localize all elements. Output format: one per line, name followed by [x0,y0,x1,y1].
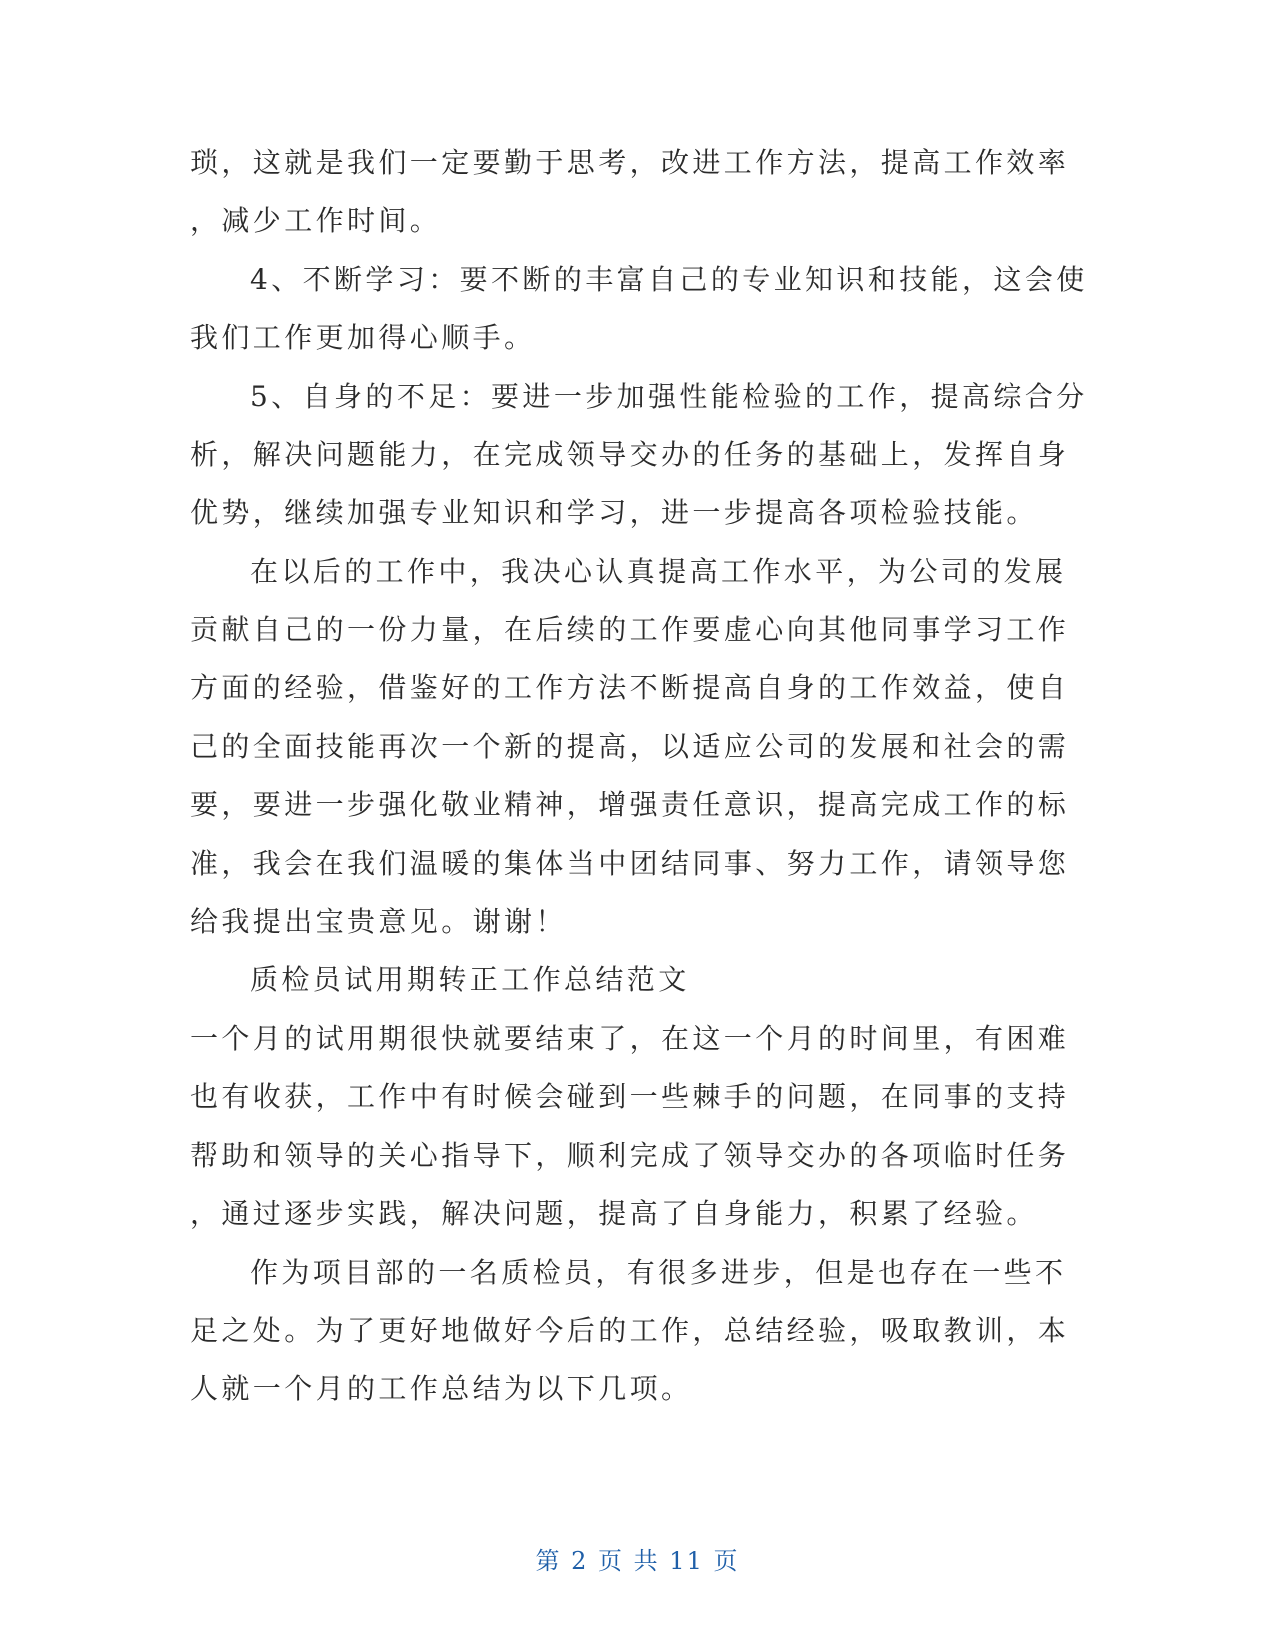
text-line: 琐，这就是我们一定要勤于思考，改进工作方法，提高工作效率 [190,146,1070,179]
paragraph-start-line: 作为项目部的一名质检员，有很多进步，但是也存在一些不 [250,1256,1067,1289]
paragraph-start-line: 4、不断学习：要不断的丰富自己的专业知识和技能，这会使 [250,263,1088,296]
text-line: 方面的经验，借鉴好的工作方法不断提高自身的工作效益，使自 [190,671,1070,704]
page-number-footer: 第 2 页 共 11 页 [535,1547,740,1575]
section-title: 质检员试用期转正工作总结范文 [250,963,690,996]
text-line: 己的全面技能再次一个新的提高，以适应公司的发展和社会的需 [190,730,1070,763]
text-line: 要，要进一步强化敬业精神，增强责任意识，提高完成工作的标 [190,788,1070,821]
text-line: 给我提出宝贵意见。谢谢！ [190,905,567,938]
text-line: 帮助和领导的关心指导下，顺利完成了领导交办的各项临时任务 [190,1139,1070,1172]
paragraph-start-line: 5、自身的不足：要进一步加强性能检验的工作，提高综合分 [250,380,1088,413]
text-line: ，通过逐步实践，解决问题，提高了自身能力，积累了经验。 [190,1197,1038,1230]
text-line: 也有收获，工作中有时候会碰到一些棘手的问题，在同事的支持 [190,1080,1070,1113]
text-line: 足之处。为了更好地做好今后的工作，总结经验，吸取教训，本 [190,1314,1070,1347]
text-line: 一个月的试用期很快就要结束了，在这一个月的时间里，有困难 [190,1022,1070,1055]
text-line: 贡献自己的一份力量，在后续的工作要虚心向其他同事学习工作 [190,613,1070,646]
text-line: 优势，继续加强专业知识和学习，进一步提高各项检验技能。 [190,496,1038,529]
text-line: 人就一个月的工作总结为以下几项。 [190,1372,693,1405]
paragraph-start-line: 在以后的工作中，我决心认真提高工作水平，为公司的发展 [250,555,1067,588]
text-line: 准，我会在我们温暖的集体当中团结同事、努力工作，请领导您 [190,847,1070,880]
text-line: ，减少工作时间。 [190,204,442,237]
text-line: 析，解决问题能力，在完成领导交办的任务的基础上，发挥自身 [190,438,1070,471]
text-line: 我们工作更加得心顺手。 [190,321,536,354]
